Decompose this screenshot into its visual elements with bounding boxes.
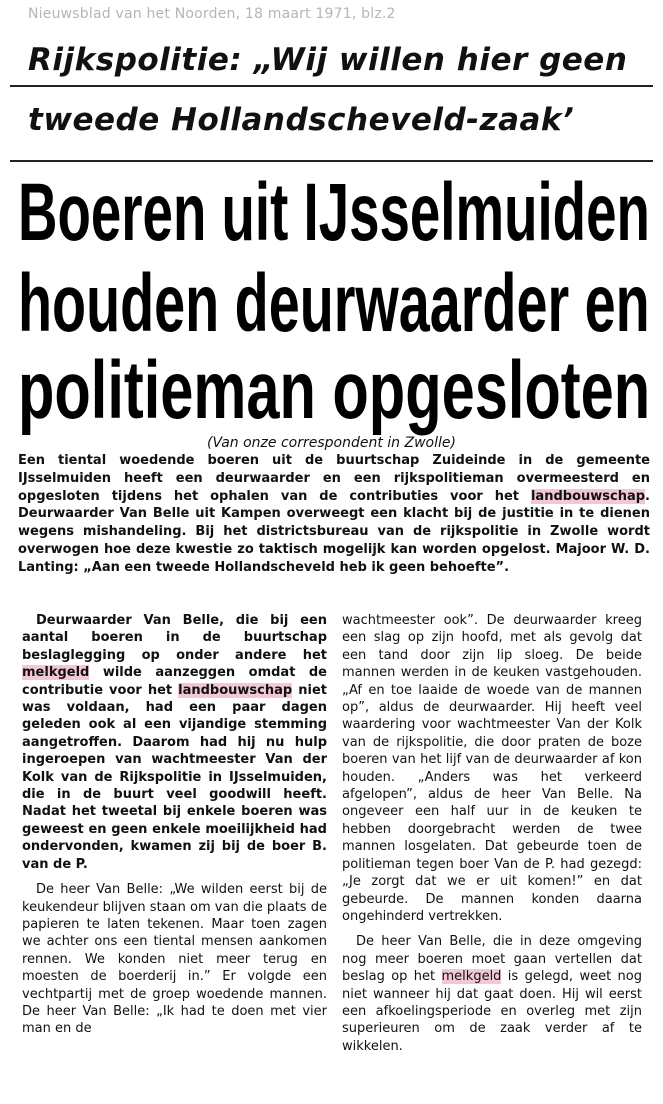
right-paragraph-2 <box>342 933 642 1055</box>
source-citation: Nieuwsblad van het Noorden, 18 maart 1971, blz.2 <box>28 6 396 22</box>
right-p2-text-b: is gelegd, weet nog niet wanneer hij dat gaat doen. Hij wil eerst een afkoelingsperiode en overleg met zijn superieuren om de zaak verder af te wikkelen. <box>342 969 642 1054</box>
kicker-divider-bottom <box>10 160 653 162</box>
left-p1-text-b: wilde aanzeggen omdat de contributie voor het <box>22 665 327 698</box>
kicker-line-1: Rijkspolitie: „Wij willen hier geen <box>28 42 628 78</box>
right-paragraph-1: wachtmeester ook”. De deurwaarder kreeg een slag op zijn hoofd, met als gevolg dat een tand door zijn lip sloeg. De beide mannen werden in de keuken vastgehouden. „Af en toe laaide de woede van de mannen op”, aldus de deurwaarder. Hij heeft veel waardering voor wachtmeester Van der Kolk van de rijkspolitie, die door praten de boze boeren van het lijf van de deurwaarder af kon houden. „Anders was het verkeerd afgelopen”, aldus de heer Van Belle. Na ongeveer een half uur in de keuken te hebben doorgebracht werden de twee mannen losgelaten. Dat gebeurde toen de politieman tegen boer Van de P. had gezegd: „Je zorgt dat we er uit komen!” en dat gebeurde. De mannen konden daarna ongehinderd vertrekken. <box>342 613 642 924</box>
highlight-melkgeld: melkgeld <box>22 665 90 681</box>
headline-line-3: politieman opgesloten <box>18 345 651 436</box>
left-paragraph-2: De heer Van Belle: „We wilden eerst bij de keukendeur blijven staan om van die plaats de papieren te laten tekenen. Maar toen zagen we achter ons een tiental mensen aankomen rennen. We konden niet meer terug en moesten de boerderij in.” Er volgde een vechtpartij met de groep woedende mannen. De heer Van Belle: „Ik had te doen met vier man en de <box>22 882 327 1037</box>
left-p1-text-c: niet was voldaan, had een paar dagen geleden ook al een vijandige stemming aangetroffen. Daarom had hij nu hulp ingeroepen van wachtmeester Van der Kolk van de Rijkspolitie in IJsselmuiden, die in de buurt veel goodwill heeft. Nadat het tweetal bij enkele boeren was geweest en geen enkele moeilijkheid had ondervonden, kwamen zij bij de boer B. van de P. <box>22 682 327 872</box>
article-column-right <box>342 612 642 1063</box>
highlight-landbouwschap: landbouwschap <box>530 488 646 504</box>
headline-line-2: houden deurwaarder en <box>18 258 650 349</box>
lead-paragraph <box>18 452 650 577</box>
byline: (Van onze correspondent in Zwolle) <box>207 435 456 451</box>
article-column-left <box>22 612 327 1046</box>
lead-text-2: . Deurwaarder Van Belle uit Kampen overweegt een klacht bij de justitie in te dienen wegens mishandeling. Bij het districtsbureau van de rijkspolitie in Zwolle wordt overwogen hoe deze kwestie zo taktisch mogelijk kan worden opgelost. Majoor W. D. Lanting: „Aan een tweede Hollandscheveld heb ik geen behoefte”. <box>18 488 650 575</box>
headline-line-1: Boeren uit IJsselmuiden <box>18 167 650 258</box>
right-p2-text-a: De heer Van Belle, die in deze omgeving nog meer boeren moet gaan vertellen dat beslag op het <box>342 934 642 985</box>
kicker-line-2: tweede Hollandscheveld-zaak’ <box>28 102 575 138</box>
lead-text-1: Een tiental woedende boeren uit de buurtschap Zuideinde in de gemeente IJsselmuiden heeft een deurwaarder en een rijkspolitieman overmeesterd en opgesloten tijdens het ophalen van de contributies voor het <box>18 453 650 504</box>
left-p1-text-a: Deurwaarder Van Belle, die bij een aantal boeren in de buurtschap beslaglegging op onder andere het <box>22 613 327 663</box>
left-paragraph-1 <box>22 612 327 873</box>
highlight-melkgeld-2: melkgeld <box>441 969 502 985</box>
kicker-divider-top <box>10 85 653 87</box>
highlight-landbouwschap-2: landbouwschap <box>178 682 293 698</box>
